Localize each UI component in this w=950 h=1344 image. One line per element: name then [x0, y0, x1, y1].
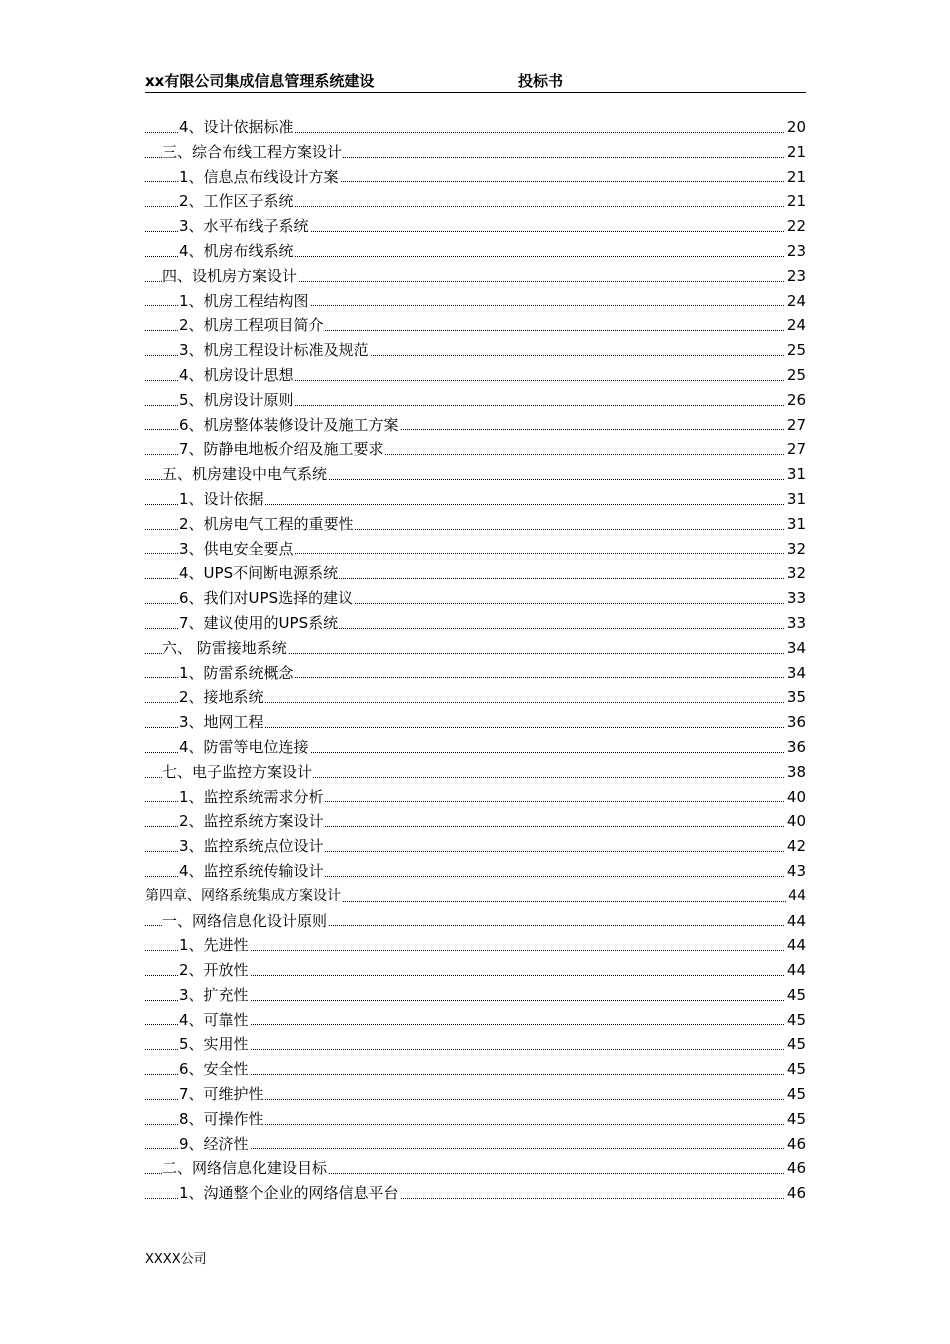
toc-entry-page: 27	[785, 413, 806, 438]
toc-entry-title: 7、可维护性	[179, 1085, 264, 1104]
table-of-contents	[145, 115, 806, 1206]
header-doc-type: 投标书	[518, 72, 564, 90]
toc-entry-page: 36	[785, 735, 806, 760]
toc-entry-page: 42	[785, 834, 806, 859]
toc-entry[interactable]	[145, 313, 806, 338]
toc-entry-page: 31	[785, 512, 806, 537]
toc-entry[interactable]	[145, 1107, 806, 1132]
toc-entry[interactable]	[145, 388, 806, 413]
toc-entry-title: 4、防雷等电位连接	[179, 737, 309, 756]
toc-entry-page: 21	[785, 165, 806, 190]
toc-entry-page: 33	[785, 611, 806, 636]
toc-entry-page: 24	[785, 289, 806, 314]
toc-entry-page: 46	[785, 1132, 806, 1157]
toc-entry-title: 1、监控系统需求分析	[179, 787, 324, 806]
toc-entry[interactable]	[145, 933, 806, 958]
toc-entry[interactable]	[145, 487, 806, 512]
toc-entry-title: 5、机房设计原则	[179, 390, 294, 409]
toc-entry-title: 3、机房工程设计标准及规范	[179, 341, 369, 360]
toc-entry-title: 二、网络信息化建设目标	[162, 1159, 328, 1178]
toc-entry-title: 7、建议使用的UPS系统	[179, 613, 339, 632]
toc-entry[interactable]	[145, 636, 806, 661]
toc-entry-page: 32	[785, 537, 806, 562]
toc-entry[interactable]	[145, 363, 806, 388]
toc-entry-page: 45	[785, 1032, 806, 1057]
toc-entry-page: 44	[785, 958, 806, 983]
toc-entry[interactable]	[145, 710, 806, 735]
toc-entry-page: 34	[785, 636, 806, 661]
toc-entry-title: 1、先进性	[179, 936, 249, 955]
toc-entry[interactable]	[145, 115, 806, 140]
toc-entry-page: 36	[785, 710, 806, 735]
toc-entry[interactable]	[145, 165, 806, 190]
toc-entry[interactable]	[145, 1082, 806, 1107]
toc-entry-page: 21	[785, 140, 806, 165]
toc-entry-page: 25	[785, 338, 806, 363]
toc-entry[interactable]	[145, 785, 806, 810]
toc-entry-title: 5、实用性	[179, 1035, 249, 1054]
toc-entry[interactable]	[145, 537, 806, 562]
toc-entry-title: 6、机房整体装修设计及施工方案	[179, 415, 399, 434]
toc-entry-page: 21	[785, 189, 806, 214]
toc-entry[interactable]	[145, 884, 806, 909]
toc-entry[interactable]	[145, 661, 806, 686]
toc-entry-title: 1、机房工程结构图	[179, 291, 309, 310]
toc-entry-title: 2、工作区子系统	[179, 192, 294, 211]
toc-entry-title: 2、开放性	[179, 961, 249, 980]
toc-entry-page: 40	[785, 785, 806, 810]
toc-entry-title: 第四章、网络系统集成方案设计	[145, 887, 341, 904]
toc-entry-title: 4、机房布线系统	[179, 241, 294, 260]
toc-entry-title: 一、网络信息化设计原则	[162, 911, 328, 930]
toc-entry-page: 27	[785, 437, 806, 462]
toc-entry-title: 3、扩充性	[179, 985, 249, 1004]
toc-entry[interactable]	[145, 1057, 806, 1082]
toc-entry[interactable]	[145, 685, 806, 710]
toc-entry[interactable]	[145, 611, 806, 636]
toc-entry-page: 31	[785, 462, 806, 487]
page-header	[145, 68, 806, 93]
toc-entry-page: 45	[785, 1008, 806, 1033]
toc-entry[interactable]	[145, 338, 806, 363]
toc-entry-page: 22	[785, 214, 806, 239]
toc-entry-page: 25	[785, 363, 806, 388]
toc-entry-page: 43	[785, 859, 806, 884]
toc-entry-page: 38	[785, 760, 806, 785]
toc-entry-page: 32	[785, 561, 806, 586]
toc-entry[interactable]	[145, 264, 806, 289]
toc-entry[interactable]	[145, 239, 806, 264]
toc-entry-title: 3、地网工程	[179, 713, 264, 732]
toc-entry-page: 40	[785, 809, 806, 834]
toc-entry[interactable]	[145, 437, 806, 462]
toc-entry[interactable]	[145, 189, 806, 214]
toc-entry-page: 20	[785, 115, 806, 140]
toc-entry-page: 44	[785, 909, 806, 934]
toc-entry-page: 23	[785, 239, 806, 264]
toc-entry[interactable]	[145, 413, 806, 438]
toc-entry[interactable]	[145, 983, 806, 1008]
toc-entry-page: 34	[785, 661, 806, 686]
toc-entry[interactable]	[145, 760, 806, 785]
toc-entry[interactable]	[145, 512, 806, 537]
toc-entry[interactable]	[145, 140, 806, 165]
toc-entry-page: 31	[785, 487, 806, 512]
toc-entry-title: 8、可操作性	[179, 1109, 264, 1128]
toc-entry[interactable]	[145, 859, 806, 884]
toc-entry-title: 七、电子监控方案设计	[162, 762, 313, 781]
toc-entry-title: 三、综合布线工程方案设计	[162, 142, 343, 161]
toc-entry-page: 45	[785, 1107, 806, 1132]
toc-entry-page: 45	[785, 983, 806, 1008]
toc-entry-page: 35	[785, 685, 806, 710]
toc-entry[interactable]	[145, 735, 806, 760]
toc-entry-page: 23	[785, 264, 806, 289]
toc-entry-page: 33	[785, 586, 806, 611]
toc-entry[interactable]	[145, 586, 806, 611]
toc-entry-title: 6、我们对UPS选择的建议	[179, 589, 354, 608]
toc-entry-title: 3、水平布线子系统	[179, 217, 309, 236]
toc-entry-title: 2、机房电气工程的重要性	[179, 514, 354, 533]
toc-entry-title: 2、接地系统	[179, 688, 264, 707]
toc-entry[interactable]	[145, 1008, 806, 1033]
toc-entry-title: 4、监控系统传输设计	[179, 861, 324, 880]
toc-entry-title: 1、设计依据	[179, 489, 264, 508]
toc-entry-title: 4、UPS不间断电源系统	[179, 564, 339, 583]
toc-entry-page: 45	[785, 1082, 806, 1107]
toc-entry-page: 45	[785, 1057, 806, 1082]
toc-entry-title: 7、防静电地板介绍及施工要求	[179, 440, 384, 459]
toc-entry-title: 1、沟通整个企业的网络信息平台	[179, 1184, 399, 1203]
toc-entry-title: 3、监控系统点位设计	[179, 837, 324, 856]
page-footer: XXXX公司	[145, 1252, 207, 1267]
toc-entry[interactable]	[145, 909, 806, 934]
toc-entry[interactable]	[145, 289, 806, 314]
toc-entry-title: 9、经济性	[179, 1134, 249, 1153]
header-title: xx有限公司集成信息管理系统建设	[145, 72, 375, 90]
toc-entry[interactable]	[145, 809, 806, 834]
toc-entry-page: 24	[785, 313, 806, 338]
toc-entry-page: 46	[785, 1181, 806, 1206]
toc-entry[interactable]	[145, 1181, 806, 1206]
toc-entry-page: 44	[786, 884, 806, 909]
toc-entry-page: 46	[785, 1156, 806, 1181]
toc-entry-title: 4、可靠性	[179, 1010, 249, 1029]
toc-entry-page: 26	[785, 388, 806, 413]
toc-entry-title: 2、机房工程项目简介	[179, 316, 324, 335]
toc-entry[interactable]	[145, 834, 806, 859]
toc-entry-title: 六、 防雷接地系统	[162, 638, 287, 657]
toc-entry-title: 4、设计依据标准	[179, 118, 294, 136]
toc-entry-title: 1、防雷系统概念	[179, 663, 294, 682]
toc-entry-title: 四、设机房方案设计	[162, 266, 298, 285]
toc-entry-title: 五、机房建设中电气系统	[162, 465, 328, 484]
toc-entry[interactable]	[145, 1032, 806, 1057]
toc-entry[interactable]	[145, 958, 806, 983]
toc-entry[interactable]	[145, 462, 806, 487]
toc-entry[interactable]	[145, 561, 806, 586]
toc-entry-title: 2、监控系统方案设计	[179, 812, 324, 831]
toc-entry-page: 44	[785, 933, 806, 958]
toc-entry-title: 3、供电安全要点	[179, 539, 294, 558]
toc-entry[interactable]	[145, 214, 806, 239]
toc-entry-title: 6、安全性	[179, 1060, 249, 1079]
toc-entry-title: 1、信息点布线设计方案	[179, 167, 339, 186]
toc-entry[interactable]	[145, 1156, 806, 1181]
toc-entry-title: 4、机房设计思想	[179, 365, 294, 384]
toc-entry[interactable]	[145, 1132, 806, 1157]
